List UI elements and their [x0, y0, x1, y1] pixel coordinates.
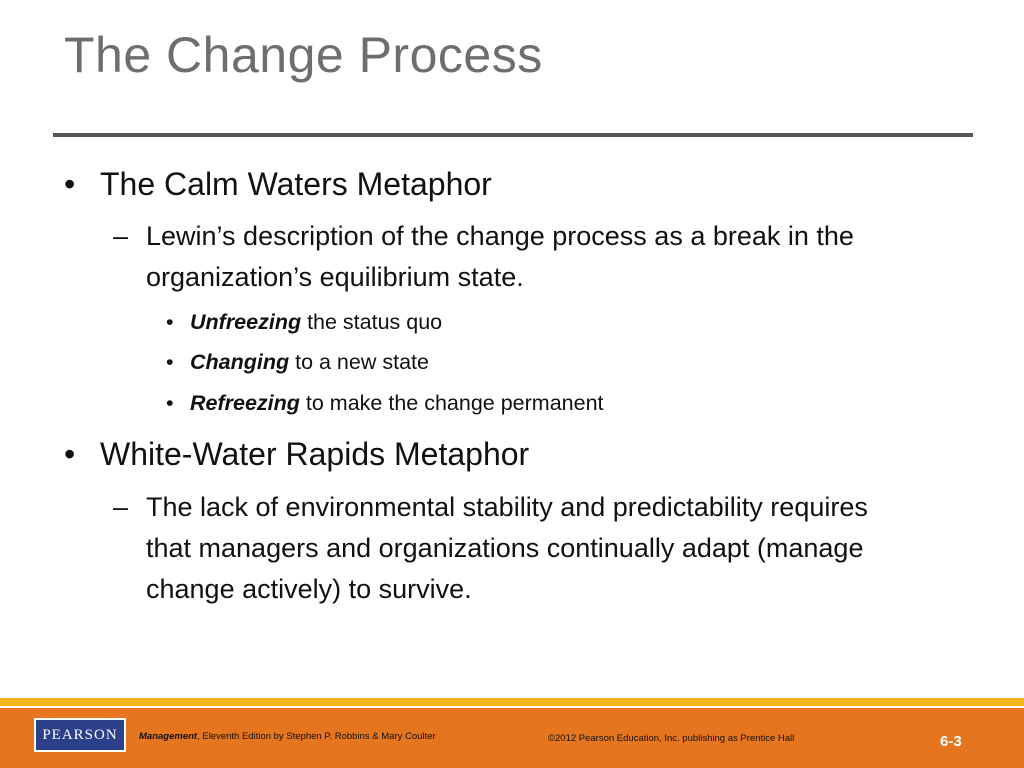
pearson-logo [34, 718, 126, 752]
item-unfreezing [166, 307, 442, 337]
dash-marker: – [113, 221, 129, 251]
item-text: the status quo [301, 310, 443, 334]
bullet-marker: • [166, 391, 174, 415]
slide-title: The Change Process [64, 27, 543, 83]
item-emphasis: Unfreezing [190, 310, 302, 334]
book-title: Management [139, 731, 198, 742]
sub-bullet-white-water [113, 487, 913, 610]
logo-text: PEARSON [42, 726, 118, 743]
item-emphasis: Refreezing [190, 391, 300, 415]
item-refreezing [166, 388, 604, 418]
item-text: to a new state [289, 350, 429, 374]
item-emphasis: Changing [190, 350, 290, 374]
footer-copyright: ©2012 Pearson Education, Inc. publishing as Prentice Hall [548, 733, 795, 744]
dash-marker: – [113, 492, 129, 522]
bullet-marker: • [64, 436, 76, 472]
bullet-text: White-Water Rapids Metaphor [100, 436, 530, 472]
bullet-calm-waters [64, 164, 492, 204]
item-changing [166, 347, 429, 377]
sub-bullet-text: The lack of environmental stability and predictability requires that managers and organizations continually adapt (manage change actively) to survive. [146, 492, 868, 604]
bullet-white-water [64, 434, 529, 474]
footer-stripe [0, 698, 1024, 706]
bullet-marker: • [166, 310, 174, 334]
item-text: to make the change permanent [299, 391, 604, 415]
bullet-marker: • [166, 350, 174, 374]
page-number: 6-3 [940, 733, 962, 750]
sub-bullet-lewin [113, 216, 973, 298]
sub-bullet-text: Lewin’s description of the change process as a break in the organization’s equilibrium state. [146, 221, 854, 292]
bullet-marker: • [64, 166, 76, 202]
bullet-text: The Calm Waters Metaphor [100, 166, 492, 202]
footer-book-credit [139, 731, 436, 742]
book-credit: , Eleventh Edition by Stephen P. Robbins & Mary Coulter [197, 731, 436, 742]
